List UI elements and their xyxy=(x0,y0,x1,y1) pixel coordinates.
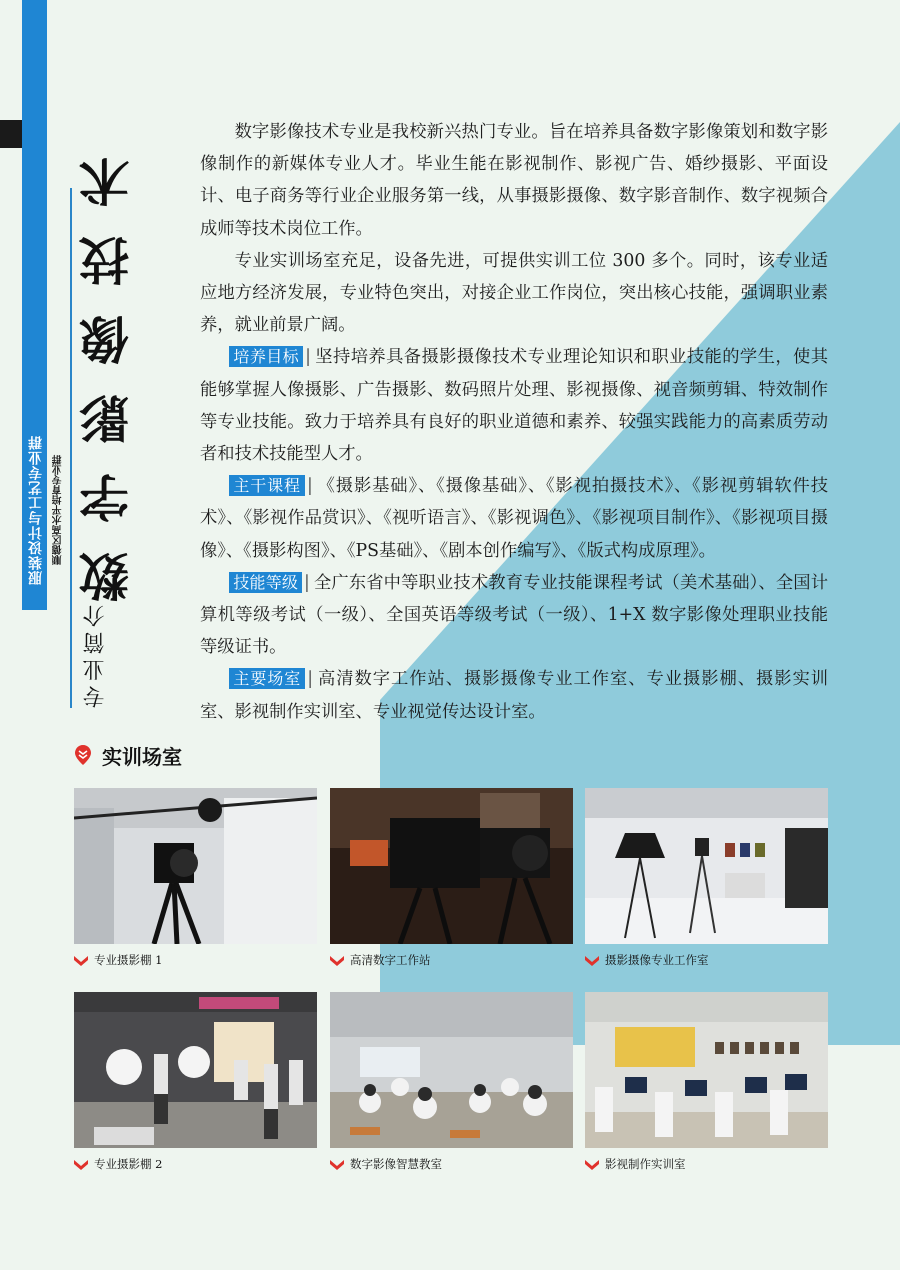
caption-marker-icon xyxy=(330,1159,344,1170)
section-tag: 主要场室 xyxy=(229,668,305,689)
paragraph-1: 数字影像技术专业是我校新兴热门专业。旨在培养具备数字影像策划和数字影像制作的新媒体专业人才。毕业生能在影视制作、影视广告、婚纱摄影、平面设计、电子商务等行业企业服务第一线，从事摄影摄像、数字影音制作、数字视频合成师等技术岗位工作。 xyxy=(200,122,828,239)
caption-marker-icon xyxy=(330,955,344,966)
section-text: 全广东省中等职业技术教育专业技能课程考试（美术基础）、全国计算机等级考试（一级）、全国英语等级考试（一级）、1+X 数字影像处理职业技能等级证书。 xyxy=(200,572,828,658)
video-camera-photo xyxy=(330,788,573,944)
separator: | xyxy=(307,669,314,690)
separator: | xyxy=(304,572,310,593)
photo-caption-3 xyxy=(585,950,709,970)
sub-group-name: 顺德区高水平培育专业群 xyxy=(53,455,64,565)
intro-text xyxy=(200,116,828,728)
side-marker xyxy=(0,120,22,148)
caption-text: 摄影摄像专业工作室 xyxy=(605,953,709,967)
section-text: 高清数字工作站、摄影摄像专业工作室、专业摄影棚、摄影实训室、影视制作实训室、专业视觉传达设计室。 xyxy=(200,669,828,722)
caption-text: 专业摄影棚 2 xyxy=(94,1157,163,1171)
caption-text: 数字影像智慧教室 xyxy=(350,1157,442,1171)
photo-caption-6 xyxy=(585,1154,686,1174)
section-tag: 培养目标 xyxy=(229,346,303,367)
caption-marker-icon xyxy=(585,1159,599,1170)
section-tag: 主干课程 xyxy=(229,475,305,496)
studio-room-photo xyxy=(585,788,828,944)
photo-caption-1 xyxy=(74,950,162,970)
studio-class-photo xyxy=(74,992,317,1148)
caption-text: 专业摄影棚 1 xyxy=(94,953,163,967)
caption-marker-icon xyxy=(74,955,88,966)
section-goal xyxy=(200,341,828,470)
section-text: 坚持培养具备摄影摄像技术专业理论知识和职业技能的学生，使其能够掌握人像摄影、广告摄影、数码照片处理、影视摄像、视音频剪辑、特效制作等专业技能。致力于培养具有良好的职业道德和素养、较强实践能力的高素质劳动者和技术技能型人才。 xyxy=(200,347,828,465)
computer-classroom-photo xyxy=(330,992,573,1148)
training-room-heading xyxy=(74,740,182,770)
paragraph-2: 专业实训场室充足，设备先进，可提供实训工位 300 多个。同时，该专业适应地方经济发展，专业特色突出，对接企业工作岗位，突出核心技能，强调职业素养，就业前景广阔。 xyxy=(200,250,828,336)
photo-caption-2 xyxy=(330,950,431,970)
training-room-title: 实训场室 xyxy=(102,744,182,769)
caption-text: 高清数字工作站 xyxy=(350,953,431,967)
editing-lab-photo xyxy=(585,992,828,1148)
location-pin-icon xyxy=(74,744,92,766)
section-skills xyxy=(200,567,828,664)
intro-label: 专业简介 xyxy=(83,600,108,708)
separator: | xyxy=(306,476,313,497)
section-tag: 技能等级 xyxy=(229,572,302,593)
caption-marker-icon xyxy=(74,1159,88,1170)
photo-caption-5 xyxy=(330,1154,442,1174)
caption-marker-icon xyxy=(585,955,599,966)
photo-caption-4 xyxy=(74,1154,162,1174)
group-name: 服装设计与工艺专业群 xyxy=(28,435,44,585)
section-courses xyxy=(200,470,828,567)
separator: | xyxy=(305,347,311,368)
section-text: 《摄影基础》、《摄像基础》、《影视拍摄技术》、《影视剪辑软件技术》、《影视作品赏识》、《视听语言》、《影视调色》、《影视项目制作》、《影视项目摄像》、《摄影构图》、《PS基础》、《剧本创作编写》、《版式构成原理》。 xyxy=(200,476,828,561)
camera-studio-photo xyxy=(74,788,317,944)
section-rooms xyxy=(200,663,828,727)
caption-text: 影视制作实训室 xyxy=(605,1157,686,1171)
page-title: 数字影像技术 xyxy=(79,128,137,602)
